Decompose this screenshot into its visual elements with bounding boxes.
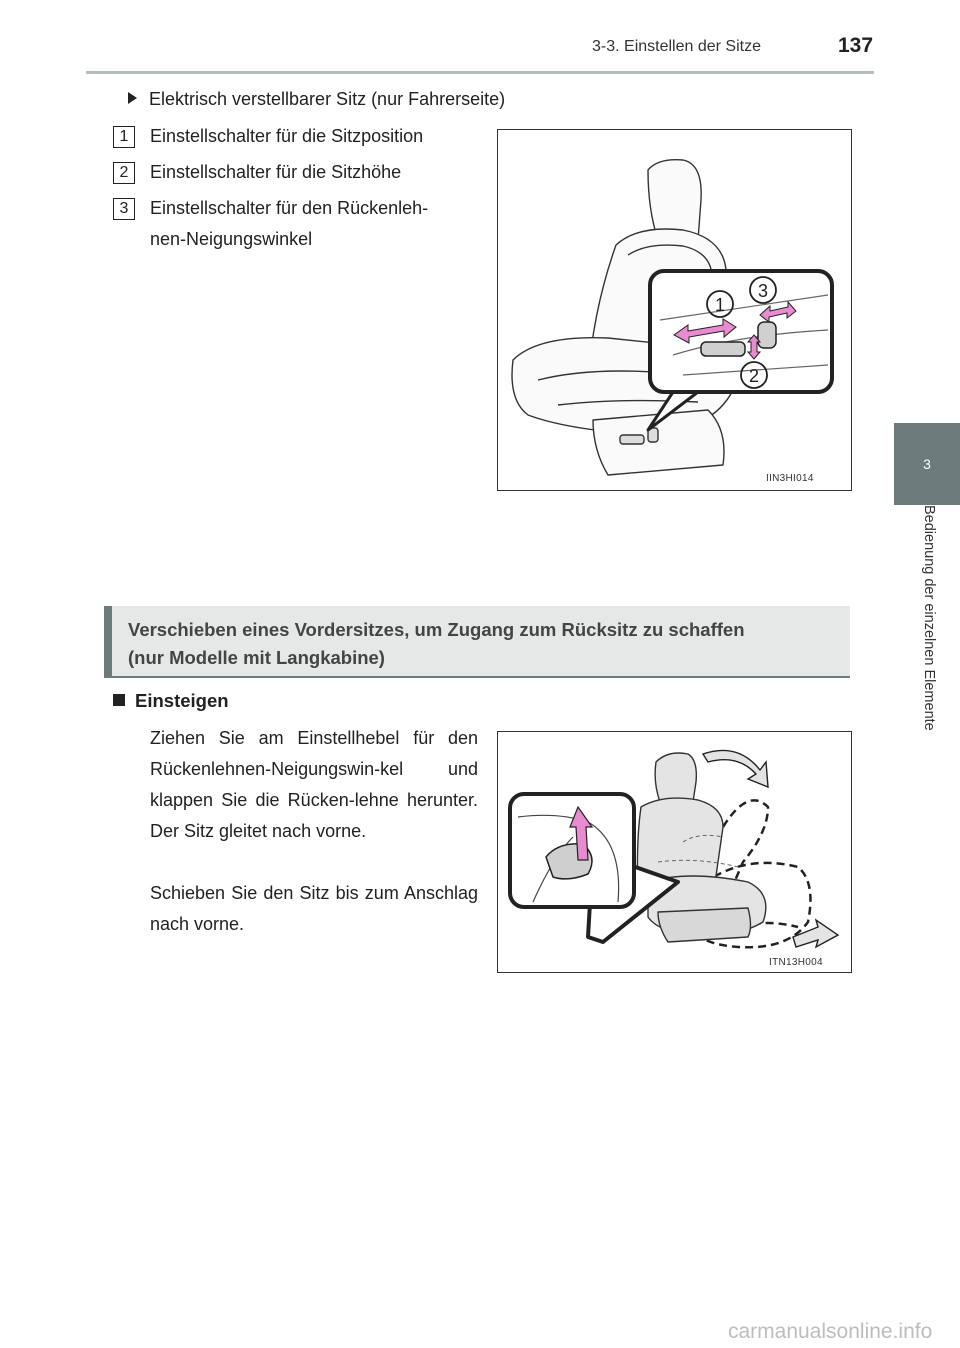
legend-text: Einstellschalter für die Sitzhöhe bbox=[150, 162, 402, 182]
watermark: carmanualsonline.info bbox=[728, 1320, 933, 1343]
header-rule bbox=[86, 71, 874, 74]
seat-fold-illustration bbox=[498, 732, 851, 972]
legend-text: nen-Neigungswinkel bbox=[150, 229, 313, 249]
legend-text: Einstellschalter für die Sitzposition bbox=[150, 126, 424, 146]
figure-code: ITN13H004 bbox=[769, 957, 823, 968]
subheading-text: Einsteigen bbox=[135, 690, 229, 711]
power-seat-illustration bbox=[498, 130, 851, 490]
callout-label: 1 bbox=[714, 295, 726, 315]
figure-code: IIN3HI014 bbox=[766, 473, 814, 484]
section-heading bbox=[128, 616, 840, 672]
chapter-tab-title: Bedienung der einzelnen Elemente bbox=[921, 505, 937, 731]
legend-number-badge: 2 bbox=[113, 162, 135, 184]
running-header-title: 3-3. Einstellen der Sitze bbox=[592, 38, 761, 55]
legend-number-badge: 3 bbox=[113, 198, 135, 220]
callout-label: 2 bbox=[748, 366, 760, 386]
square-bullet-icon bbox=[113, 694, 125, 706]
subheading-einsteigen bbox=[113, 690, 229, 712]
seat-fold-figure bbox=[497, 731, 852, 973]
paragraph: Schieben Sie den Sitz bis zum Anschlag nach vorne. bbox=[150, 883, 478, 934]
callout-label: 3 bbox=[757, 281, 769, 301]
chapter-tab-label bbox=[894, 505, 960, 805]
legend-text: Einstellschalter für den Rückenleh- bbox=[150, 198, 429, 218]
section-heading-line1: Verschieben eines Vordersitzes, um Zugang zum Rücksitz zu schaffen bbox=[128, 619, 745, 640]
section-heading-line2: (nur Modelle mit Langkabine) bbox=[128, 647, 385, 668]
paragraph: Ziehen Sie am Einstellhebel für den Rückenlehnen-Neigungswin-kel und klappen Sie die Rücken-lehne herunter. Der Sitz gleitet nach vorne. bbox=[150, 728, 478, 841]
section-heading-box bbox=[104, 606, 850, 678]
power-seat-figure bbox=[497, 129, 852, 491]
legend-number-badge: 1 bbox=[113, 126, 135, 148]
page-number: 137 bbox=[838, 34, 874, 57]
power-seat-bullet-text: Elektrisch verstellbarer Sitz (nur Fahrerseite) bbox=[149, 89, 506, 109]
power-seat-bullet bbox=[128, 89, 505, 110]
chapter-tab-number: 3 bbox=[894, 423, 960, 505]
triangle-bullet-icon bbox=[128, 92, 137, 104]
